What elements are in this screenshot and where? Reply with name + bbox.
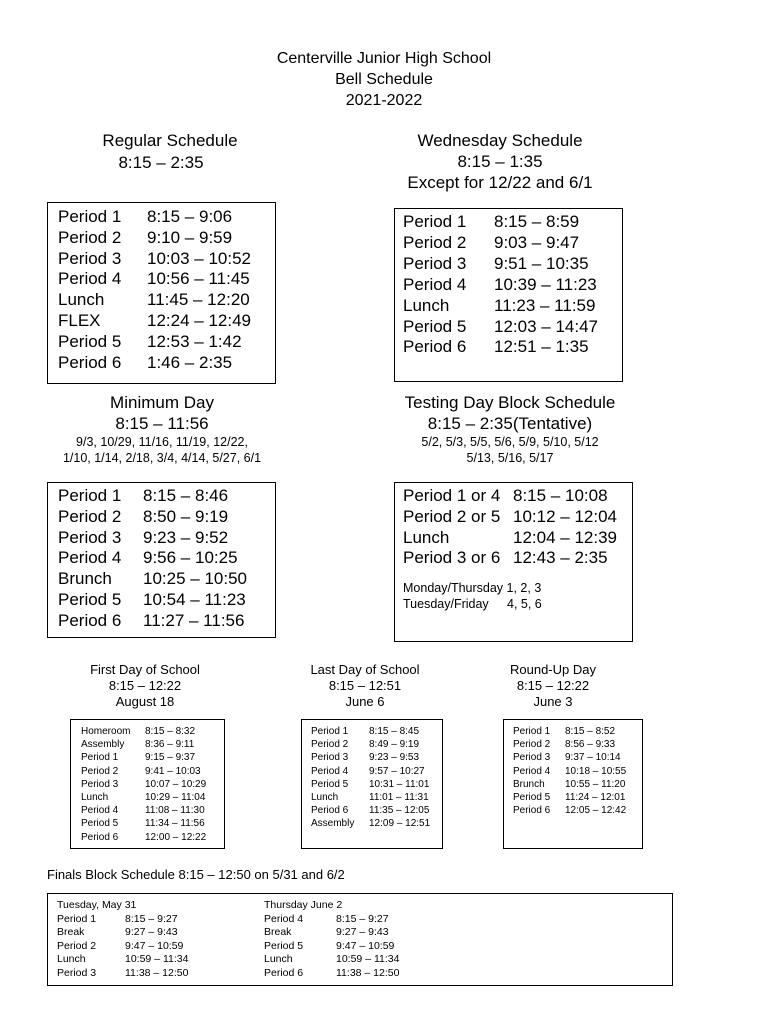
roundup-day-hours: 8:15 – 12:22	[516, 678, 590, 693]
period-time: 8:15 – 9:27	[336, 912, 389, 925]
schedule-row	[311, 778, 442, 791]
testing-note-tue-fri-value: 4, 5, 6	[507, 597, 542, 612]
schedule-row	[58, 507, 275, 528]
period-label: Lunch	[81, 792, 109, 804]
period-time: 11:24 – 12:01	[565, 792, 626, 804]
schedule-row	[513, 738, 642, 751]
period-label: Period 3	[513, 752, 551, 764]
period-label: Period 1 or 4	[403, 486, 501, 505]
period-time: 10:54 – 11:23	[143, 589, 246, 609]
period-time: 12:43 – 2:35	[513, 548, 608, 568]
period-label: Period 3	[81, 778, 119, 790]
minimum-day-box	[47, 482, 276, 638]
period-label: Period 5	[58, 589, 122, 609]
period-time: 8:15 – 8:52	[565, 726, 616, 737]
period-label: Assembly	[81, 739, 125, 751]
period-time: 10:59 – 11:34	[125, 953, 189, 966]
schedule-row	[513, 778, 642, 791]
period-label: Period 3	[57, 966, 97, 979]
schedule-row	[403, 233, 622, 254]
schedule-row	[513, 751, 642, 764]
period-label: Period 3	[403, 253, 467, 273]
period-label: Period 6	[58, 352, 122, 372]
period-time: 10:07 – 10:29	[145, 778, 207, 790]
period-label: Lunch	[57, 953, 86, 966]
period-time: 11:27 – 11:56	[143, 610, 245, 630]
wednesday-schedule-table	[403, 212, 622, 358]
period-label: Assembly	[311, 818, 355, 830]
period-label: Period 5	[311, 778, 349, 790]
finals-heading: Finals Block Schedule 8:15 – 12:50 on 5/31 and 6/2	[47, 867, 345, 882]
period-time: 8:36 – 9:11	[145, 739, 195, 751]
period-time: 12:04 – 12:39	[513, 527, 617, 547]
period-time: 11:35 – 12:05	[369, 805, 430, 817]
schedule-row	[81, 791, 224, 804]
period-label: FLEX	[58, 310, 101, 330]
schedule-row	[58, 290, 275, 311]
period-label: Period 2	[513, 739, 551, 751]
schedule-row	[403, 212, 622, 233]
schedule-row	[81, 725, 224, 738]
testing-day-notes	[403, 580, 632, 612]
schedule-row	[264, 926, 399, 940]
period-label: Period 5	[403, 316, 467, 336]
schedule-row	[81, 831, 224, 844]
period-label: Period 2	[58, 227, 122, 247]
period-time: 11:45 – 12:20	[147, 290, 250, 310]
testing-day-box	[394, 482, 633, 642]
wednesday-schedule-heading	[380, 130, 620, 193]
schedule-row	[81, 738, 224, 751]
period-time: 9:37 – 10:14	[565, 752, 621, 764]
schedule-row	[311, 817, 442, 830]
schedule-row	[58, 249, 275, 270]
period-label: Period 2 or 5	[403, 506, 501, 526]
period-time: 12:24 – 12:49	[147, 310, 251, 330]
period-label: Period 1	[58, 486, 122, 505]
testing-note-mon-thu: Monday/Thursday 1, 2, 3	[403, 581, 542, 596]
schedule-row	[311, 738, 442, 751]
period-time: 8:15 – 8:46	[143, 486, 229, 505]
period-time: 9:10 – 9:59	[147, 227, 233, 247]
schedule-row	[403, 486, 632, 507]
period-time: 8:50 – 9:19	[143, 506, 229, 526]
schedule-row	[58, 269, 275, 290]
testing-day-dates-line1: 5/2, 5/3, 5/5, 5/6, 5/9, 5/10, 5/12	[421, 435, 599, 449]
period-time: 10:25 – 10:50	[143, 569, 247, 589]
testing-note-tue-fri-label: Tuesday/Friday	[403, 597, 489, 612]
period-time: 8:15 – 8:59	[494, 212, 580, 231]
last-day-hours: 8:15 – 12:51	[328, 678, 402, 693]
period-label: Period 5	[58, 331, 122, 351]
period-label: Lunch	[403, 295, 450, 315]
period-label: Brunch	[513, 778, 545, 790]
roundup-day-box	[503, 719, 643, 849]
period-time: 11:38 – 12:50	[125, 966, 189, 979]
last-day-date: June 6	[345, 694, 385, 709]
schedule-row	[403, 528, 632, 549]
period-label: Period 5	[81, 818, 119, 830]
testing-day-title: Testing Day Block Schedule	[404, 393, 616, 412]
period-time: 10:56 – 11:45	[147, 269, 250, 289]
period-label: Break	[264, 926, 292, 939]
period-label: Period 6	[513, 805, 551, 817]
period-time: 8:56 – 9:33	[565, 739, 616, 751]
period-time: 9:51 – 10:35	[494, 253, 589, 273]
period-label: Brunch	[58, 569, 112, 589]
period-time: 10:12 – 12:04	[513, 506, 617, 526]
period-time: 11:34 – 11:56	[145, 818, 205, 830]
regular-schedule-title: Regular Schedule	[102, 131, 238, 150]
period-time: 10:03 – 10:52	[147, 248, 251, 268]
period-time: 12:09 – 12:51	[369, 818, 431, 830]
period-time: 9:23 – 9:53	[369, 752, 420, 764]
schedule-row	[58, 548, 275, 569]
testing-day-hours: 8:15 – 2:35(Tentative)	[427, 414, 593, 433]
schedule-row	[311, 765, 442, 778]
period-time: 8:49 – 9:19	[369, 739, 420, 751]
period-time: 10:39 – 11:23	[494, 274, 597, 294]
last-day-box	[301, 719, 443, 849]
schedule-row	[58, 486, 275, 507]
period-label: Period 1	[57, 912, 97, 925]
schedule-row	[264, 913, 399, 927]
schedule-row	[58, 611, 275, 632]
first-day-hours: 8:15 – 12:22	[108, 678, 182, 693]
first-day-heading	[70, 662, 220, 710]
schedule-row	[311, 791, 442, 804]
period-time: 8:15 – 8:32	[145, 726, 196, 737]
testing-note-tue-fri	[403, 596, 632, 612]
schedule-row	[513, 791, 642, 804]
minimum-day-table	[58, 486, 275, 632]
period-label: Period 1	[58, 207, 122, 226]
schedule-row	[403, 317, 622, 338]
period-time: 9:47 – 10:59	[336, 939, 395, 952]
roundup-day-table	[513, 725, 642, 817]
schedule-row	[58, 528, 275, 549]
schedule-row	[81, 817, 224, 830]
period-label: Period 4	[58, 269, 122, 289]
period-time: 9:27 – 9:43	[125, 926, 178, 939]
period-label: Period 3 or 6	[403, 548, 501, 568]
schedule-row	[58, 228, 275, 249]
period-time: 9:56 – 10:25	[143, 548, 238, 568]
period-time: 10:59 – 11:34	[336, 953, 400, 966]
period-label: Period 3	[58, 527, 122, 547]
regular-schedule-hours: 8:15 – 2:35	[118, 153, 204, 172]
period-label: Period 1	[311, 726, 349, 737]
period-label: Period 3	[58, 248, 122, 268]
wednesday-schedule-note: Except for 12/22 and 6/1	[407, 173, 593, 192]
school-name: Centerville Junior High School	[276, 50, 492, 67]
first-day-date: August 18	[115, 694, 175, 709]
period-label: Period 4	[264, 912, 304, 925]
period-label: Period 6	[311, 805, 349, 817]
finals-thursday	[264, 899, 399, 981]
schedule-row	[81, 765, 224, 778]
schedule-row	[57, 940, 188, 954]
period-time: 11:08 – 11:30	[145, 805, 205, 817]
period-time: 10:31 – 11:01	[369, 778, 430, 790]
schedule-row	[81, 778, 224, 791]
schedule-row	[403, 337, 622, 358]
regular-schedule-table	[58, 207, 275, 373]
minimum-day-dates-line2: 1/10, 1/14, 2/18, 3/4, 4/14, 5/27, 6/1	[62, 451, 262, 465]
schedule-row	[513, 725, 642, 738]
schedule-row	[264, 967, 399, 981]
schedule-row	[403, 275, 622, 296]
period-label: Period 4	[311, 765, 349, 777]
schedule-row	[58, 332, 275, 353]
schedule-row	[403, 254, 622, 275]
schedule-row	[311, 751, 442, 764]
period-time: 1:46 – 2:35	[147, 352, 233, 372]
period-time: 9:23 – 9:52	[143, 527, 229, 547]
period-label: Period 1	[81, 752, 119, 764]
period-time: 11:01 – 11:31	[369, 792, 429, 804]
period-label: Lunch	[58, 290, 105, 310]
schedule-row	[81, 751, 224, 764]
period-time: 12:00 – 12:22	[145, 831, 207, 843]
testing-day-table	[403, 486, 632, 569]
period-label: Period 2	[311, 739, 349, 751]
period-time: 10:29 – 11:04	[145, 792, 206, 804]
finals-tuesday-title: Tuesday, May 31	[57, 899, 137, 911]
period-label: Period 6	[81, 831, 119, 843]
period-time: 8:15 – 9:27	[125, 912, 178, 925]
period-time: 11:38 – 12:50	[336, 966, 400, 979]
regular-schedule-heading	[60, 130, 280, 174]
period-label: Period 3	[311, 752, 349, 764]
schedule-row	[403, 296, 622, 317]
period-label: Period 5	[264, 939, 304, 952]
period-label: Lunch	[264, 953, 293, 966]
period-label: Break	[57, 926, 85, 939]
period-label: Period 4	[513, 765, 551, 777]
period-time: 9:15 – 9:37	[145, 752, 196, 764]
wednesday-schedule-hours: 8:15 – 1:35	[457, 152, 543, 171]
schedule-row	[57, 953, 188, 967]
period-label: Period 4	[403, 274, 467, 294]
period-time: 9:41 – 10:03	[145, 765, 201, 777]
school-year: 2021-2022	[345, 92, 423, 109]
period-time: 9:57 – 10:27	[369, 765, 425, 777]
period-time: 10:18 – 10:55	[565, 765, 627, 777]
period-label: Period 6	[58, 610, 122, 630]
period-label: Period 1	[403, 212, 467, 231]
period-label: Period 2	[58, 506, 122, 526]
first-day-box	[70, 719, 225, 849]
minimum-day-heading	[32, 392, 292, 466]
testing-day-heading	[380, 392, 640, 466]
schedule-row	[513, 804, 642, 817]
period-label: Period 1	[513, 726, 551, 737]
finals-thursday-table	[264, 913, 399, 981]
period-label: Period 6	[264, 966, 304, 979]
schedule-row	[311, 725, 442, 738]
schedule-row	[311, 804, 442, 817]
period-label: Period 2	[57, 939, 97, 952]
first-day-table	[81, 725, 224, 844]
wednesday-schedule-box	[394, 208, 623, 382]
page-header	[0, 48, 768, 111]
schedule-row	[403, 548, 632, 569]
schedule-row	[403, 507, 632, 528]
period-time: 9:47 – 10:59	[125, 939, 184, 952]
regular-schedule-box	[47, 202, 276, 384]
minimum-day-hours: 8:15 – 11:56	[115, 414, 209, 433]
period-time: 10:55 – 11:20	[565, 778, 626, 790]
minimum-day-title: Minimum Day	[110, 393, 214, 412]
schedule-row	[57, 967, 188, 981]
period-label: Period 6	[403, 337, 467, 357]
period-time: 9:03 – 9:47	[494, 232, 580, 252]
schedule-row	[264, 953, 399, 967]
period-label: Period 2	[403, 232, 467, 252]
roundup-day-title: Round-Up Day	[510, 662, 596, 677]
schedule-row	[58, 207, 275, 228]
document-title: Bell Schedule	[335, 71, 433, 88]
finals-tuesday	[57, 899, 188, 981]
schedule-row	[58, 311, 275, 332]
period-label: Homeroom	[81, 726, 131, 737]
first-day-title: First Day of School	[90, 662, 200, 677]
minimum-day-dates-line1: 9/3, 10/29, 11/16, 11/19, 12/22,	[76, 435, 248, 449]
period-time: 8:15 – 9:06	[147, 207, 233, 226]
schedule-row	[57, 913, 188, 927]
period-time: 11:23 – 11:59	[494, 295, 596, 315]
schedule-row	[58, 353, 275, 374]
schedule-row	[58, 569, 275, 590]
period-time: 8:15 – 8:45	[369, 726, 420, 737]
testing-day-dates-line2: 5/13, 5/16, 5/17	[466, 451, 554, 465]
period-label: Period 4	[58, 548, 122, 568]
schedule-row	[513, 765, 642, 778]
period-label: Lunch	[403, 527, 450, 547]
last-day-table	[311, 725, 442, 831]
period-time: 12:53 – 1:42	[147, 331, 242, 351]
period-time: 9:27 – 9:43	[336, 926, 389, 939]
period-label: Period 2	[81, 765, 119, 777]
period-time: 8:15 – 10:08	[513, 486, 608, 505]
roundup-day-date: June 3	[533, 694, 573, 709]
finals-tuesday-table	[57, 913, 188, 981]
last-day-heading	[290, 662, 440, 710]
period-label: Period 4	[81, 805, 119, 817]
period-time: 12:51 – 1:35	[494, 337, 589, 357]
schedule-row	[264, 940, 399, 954]
roundup-day-heading	[478, 662, 628, 710]
period-time: 12:05 – 12:42	[565, 805, 627, 817]
period-label: Lunch	[311, 792, 339, 804]
schedule-row	[57, 926, 188, 940]
period-label: Period 5	[513, 792, 551, 804]
period-time: 12:03 – 14:47	[494, 316, 598, 336]
finals-thursday-title: Thursday June 2	[264, 899, 343, 911]
last-day-title: Last Day of School	[310, 662, 420, 677]
finals-box	[47, 893, 673, 986]
schedule-row	[58, 590, 275, 611]
wednesday-schedule-title: Wednesday Schedule	[417, 131, 583, 150]
schedule-row	[81, 804, 224, 817]
